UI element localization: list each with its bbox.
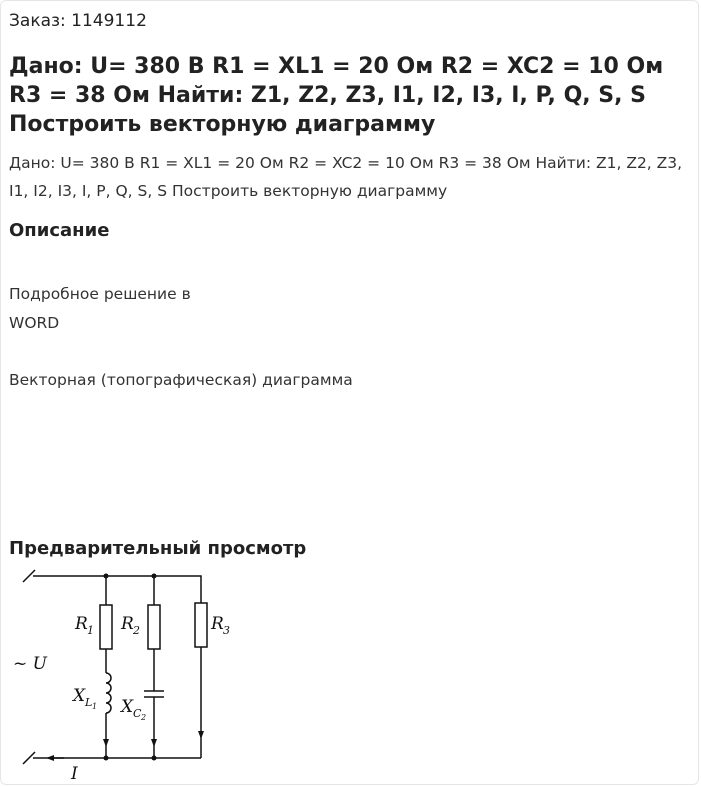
total-current-arrow-icon [46,755,54,761]
description-heading: Описание [9,220,110,241]
r3-resistor-body [195,603,207,647]
r1-label: R [75,614,88,634]
voltage-label: ~ U [13,654,47,674]
xl-label: X [73,686,86,706]
preview-heading: Предварительный просмотр [9,538,307,559]
branch3-current-arrow-icon [198,731,204,739]
description-line-2: WORD [9,314,60,332]
node-top-1 [104,574,109,579]
order-number: Заказ: 1149112 [9,11,147,31]
r1-resistor-body [100,605,112,649]
r1-subscript: 1 [87,624,94,637]
r2-label: R [121,614,134,634]
branch1-current-arrow-icon [103,739,109,747]
top-wire [33,576,201,603]
task-given-text: Дано: U= 380 В R1 = XL1 = 20 Ом R2 = XC2 = 10 Ом R3 = 38 Ом Найти: Z1, Z2, Z3, I1, I2, I3, I, P, Q, S, S Построить векторную диаграмму [9,154,683,200]
r2-subscript: 2 [133,624,140,637]
circuit-diagram [9,563,249,785]
xc-subsubscript: 2 [141,713,147,722]
xc2-capacitor-plates [144,691,164,697]
xl-subsubscript: 1 [92,702,98,711]
page-title: Дано: U= 380 В R1 = XL1 = 20 Ом R2 = XC2 = 10 Ом R3 = 38 Ом Найти: Z1, Z2, Z3, I1, I2, I3, I, P, Q, S, S Построить векторную диаграмму [9,54,664,137]
xc-subscript: C [133,707,142,720]
r3-label: R [211,614,224,634]
xl1-inductor-coil [106,673,111,713]
branch2-current-arrow-icon [151,739,157,747]
r2-resistor-body [148,605,160,649]
node-bottom-2 [152,756,157,761]
r3-subscript: 3 [223,624,230,637]
description-line-3: Векторная (топографическая) диаграмма [9,371,353,389]
node-bottom-1 [104,756,109,761]
node-top-2 [152,574,157,579]
xl-subscript: L [85,696,93,709]
current-label: I [71,764,78,784]
xc-label: X [121,697,134,717]
description-line-1: Подробное решение в [9,285,191,303]
